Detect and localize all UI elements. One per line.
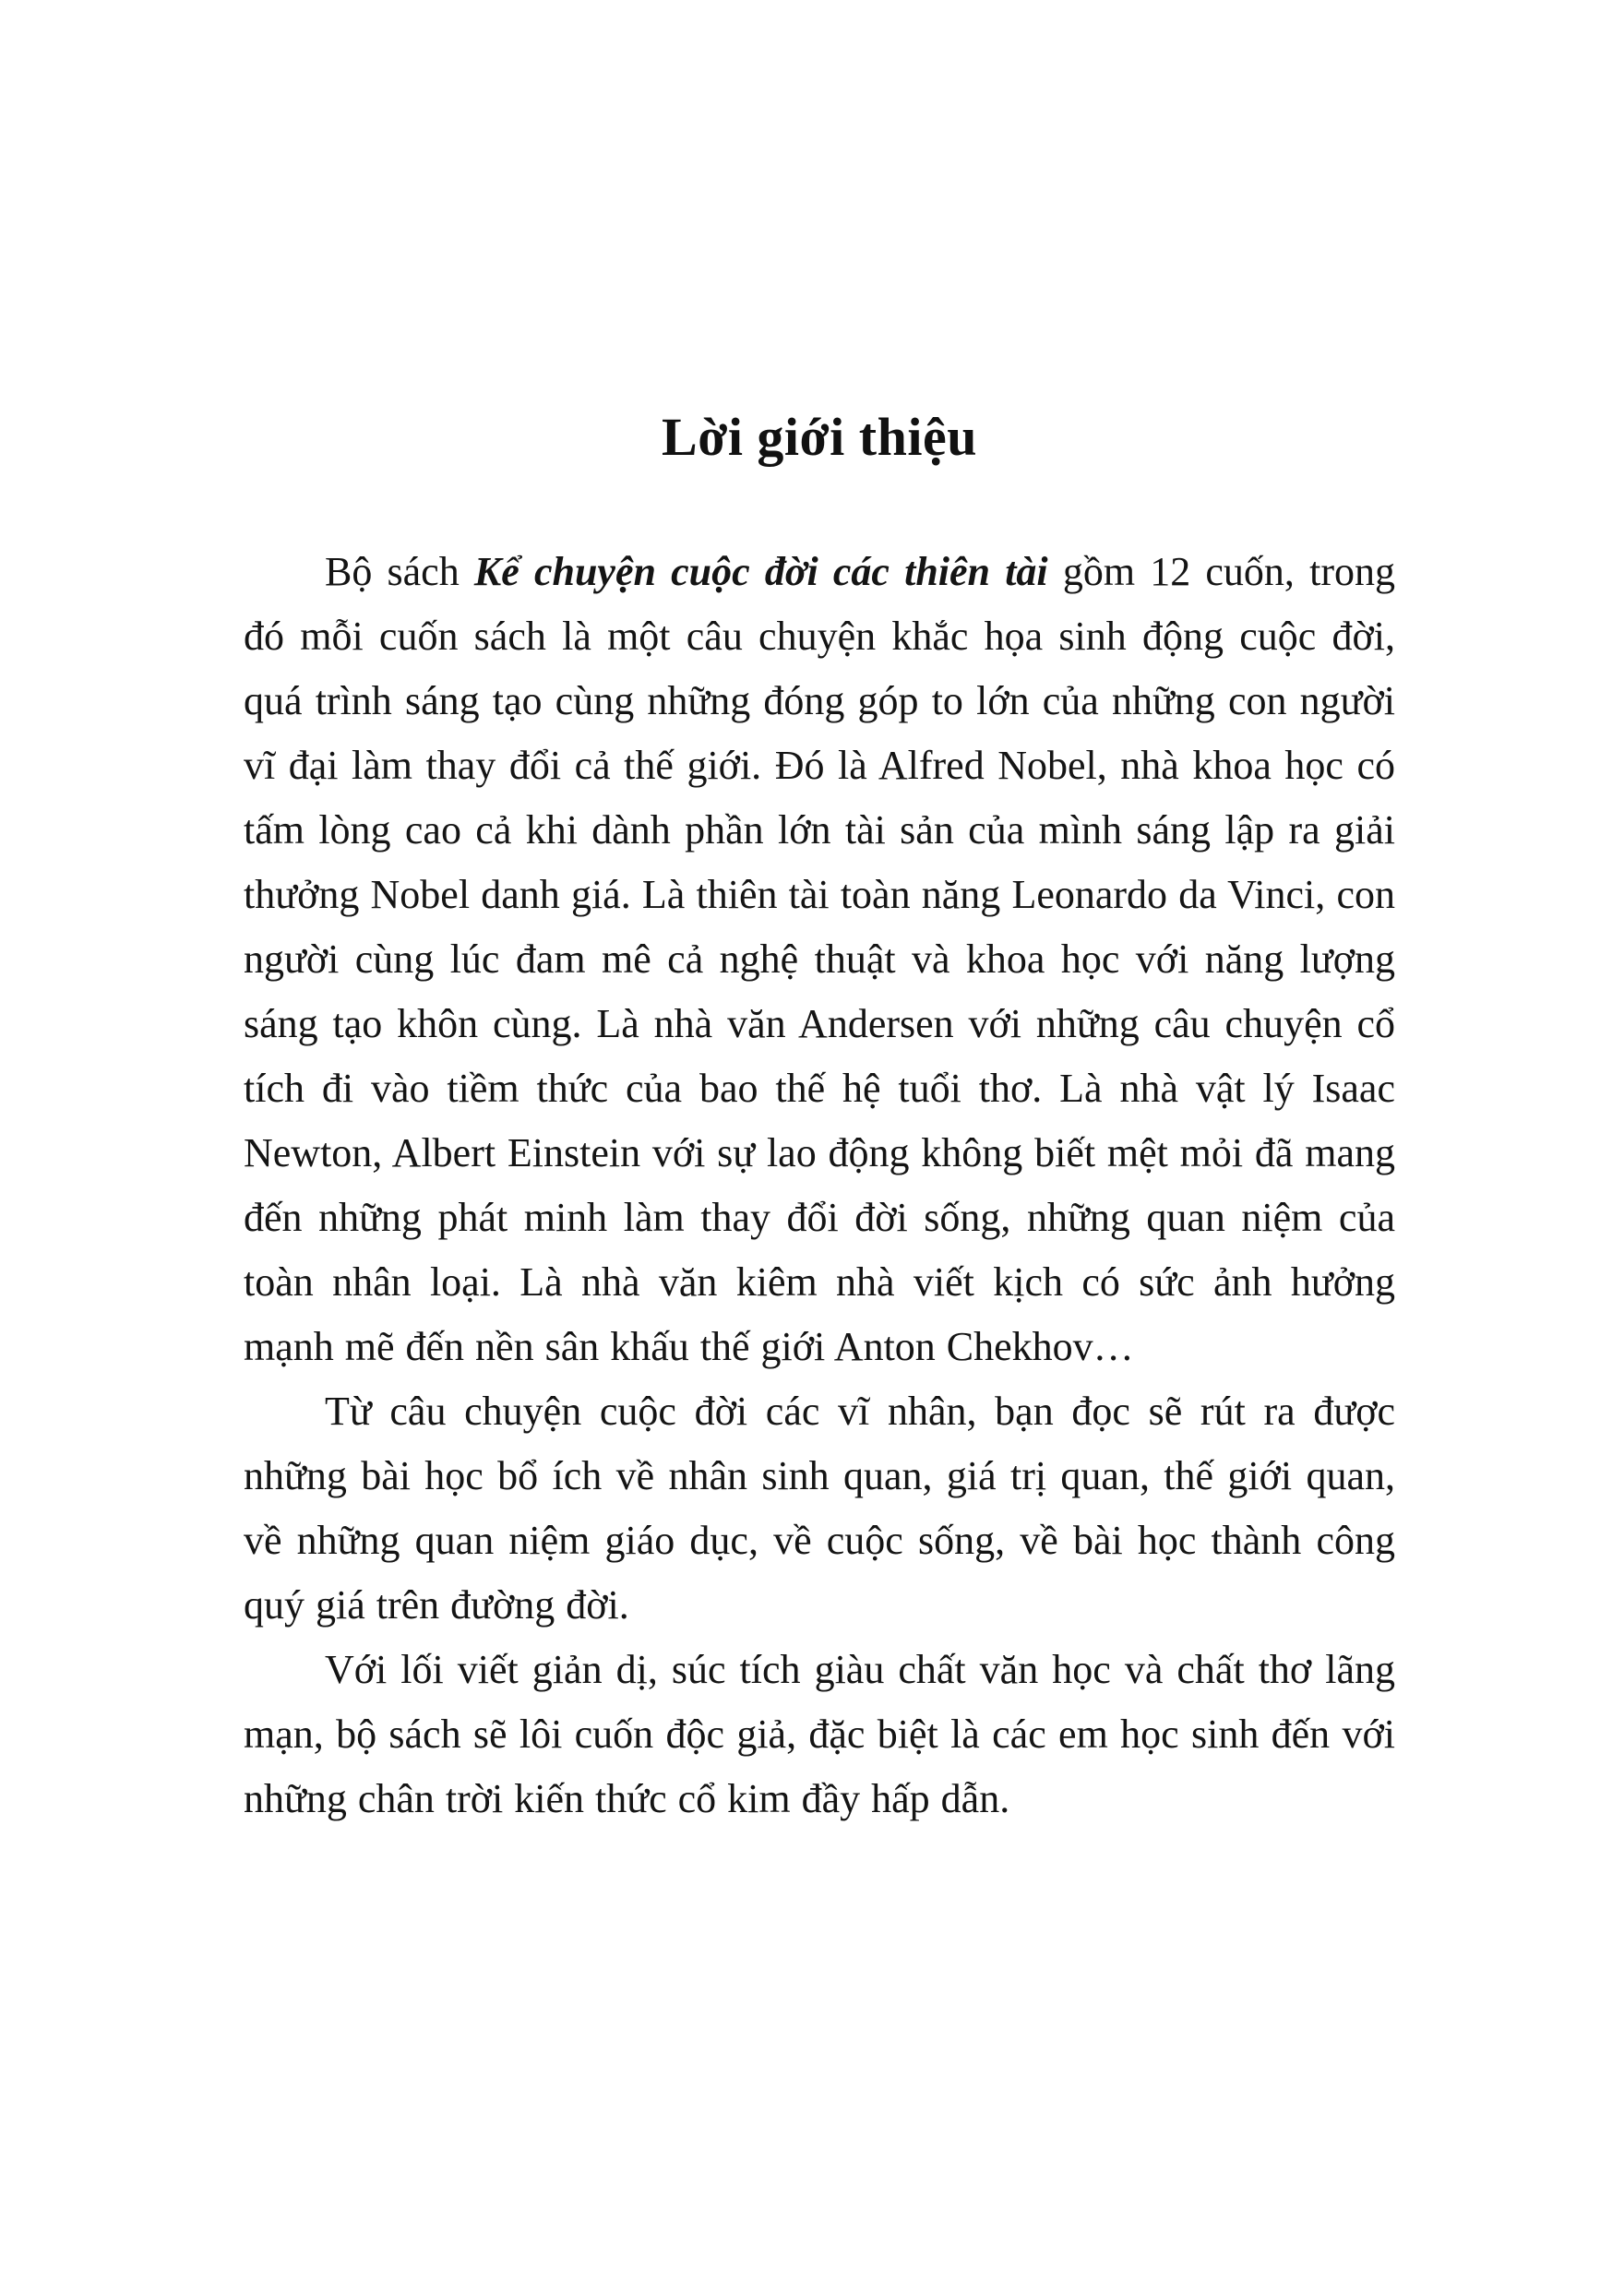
paragraph-writing-style: Với lối viết giản dị, súc tích giàu chất văn học và chất thơ lãng mạn, bộ sách sẽ lôi cuốn độc giả, đặc biệt là các em học sinh đến với những chân trời kiến thức cổ kim đầy hấp dẫn.: [244, 1647, 1395, 1821]
page-title: Lời giới thiệu: [662, 407, 977, 467]
paragraph-series-intro-pre: Bộ sách: [325, 549, 474, 594]
paragraph-series-intro-post: gồm 12 cuốn, trong đó mỗi cuốn sách là một câu chuyện khắc họa sinh động cuộc đời, quá trình sáng tạo cùng những đóng góp to lớn của những con người vĩ đại làm thay đổi cả thế giới. Đó là Alfred Nobel, nhà khoa học có tấm lòng cao cả khi dành phần lớn tài sản của mình sáng lập ra giải thưởng Nobel danh giá. Là thiên tài toàn năng Leonardo da Vinci, con người cùng lúc đam mê cả nghệ thuật và khoa học với năng lượng sáng tạo khôn cùng. Là nhà văn Andersen với những câu chuyện cổ tích đi vào tiềm thức của bao thế hệ tuổi thơ. Là nhà vật lý Isaac Newton, Albert Einstein với sự lao động không biết mệt mỏi đã mang đến những phát minh làm thay đổi đời sống, những quan niệm của toàn nhân loại. Là nhà văn kiêm nhà viết kịch có sức ảnh hưởng mạnh mẽ đến nền sân khấu thế giới Anton Chekhov…: [244, 549, 1395, 1369]
paragraph-series-intro: [244, 540, 1395, 1379]
paragraph-reader-lessons: Từ câu chuyện cuộc đời các vĩ nhân, bạn đọc sẽ rút ra được những bài học bổ ích về nhân sinh quan, giá trị quan, thế giới quan, về những quan niệm giáo dục, về cuộc sống, về bài học thành công quý giá trên đường đời.: [244, 1389, 1395, 1628]
series-title-emphasis: Kể chuyện cuộc đời các thiên tài: [473, 549, 1048, 594]
page-content: [244, 540, 1395, 1831]
